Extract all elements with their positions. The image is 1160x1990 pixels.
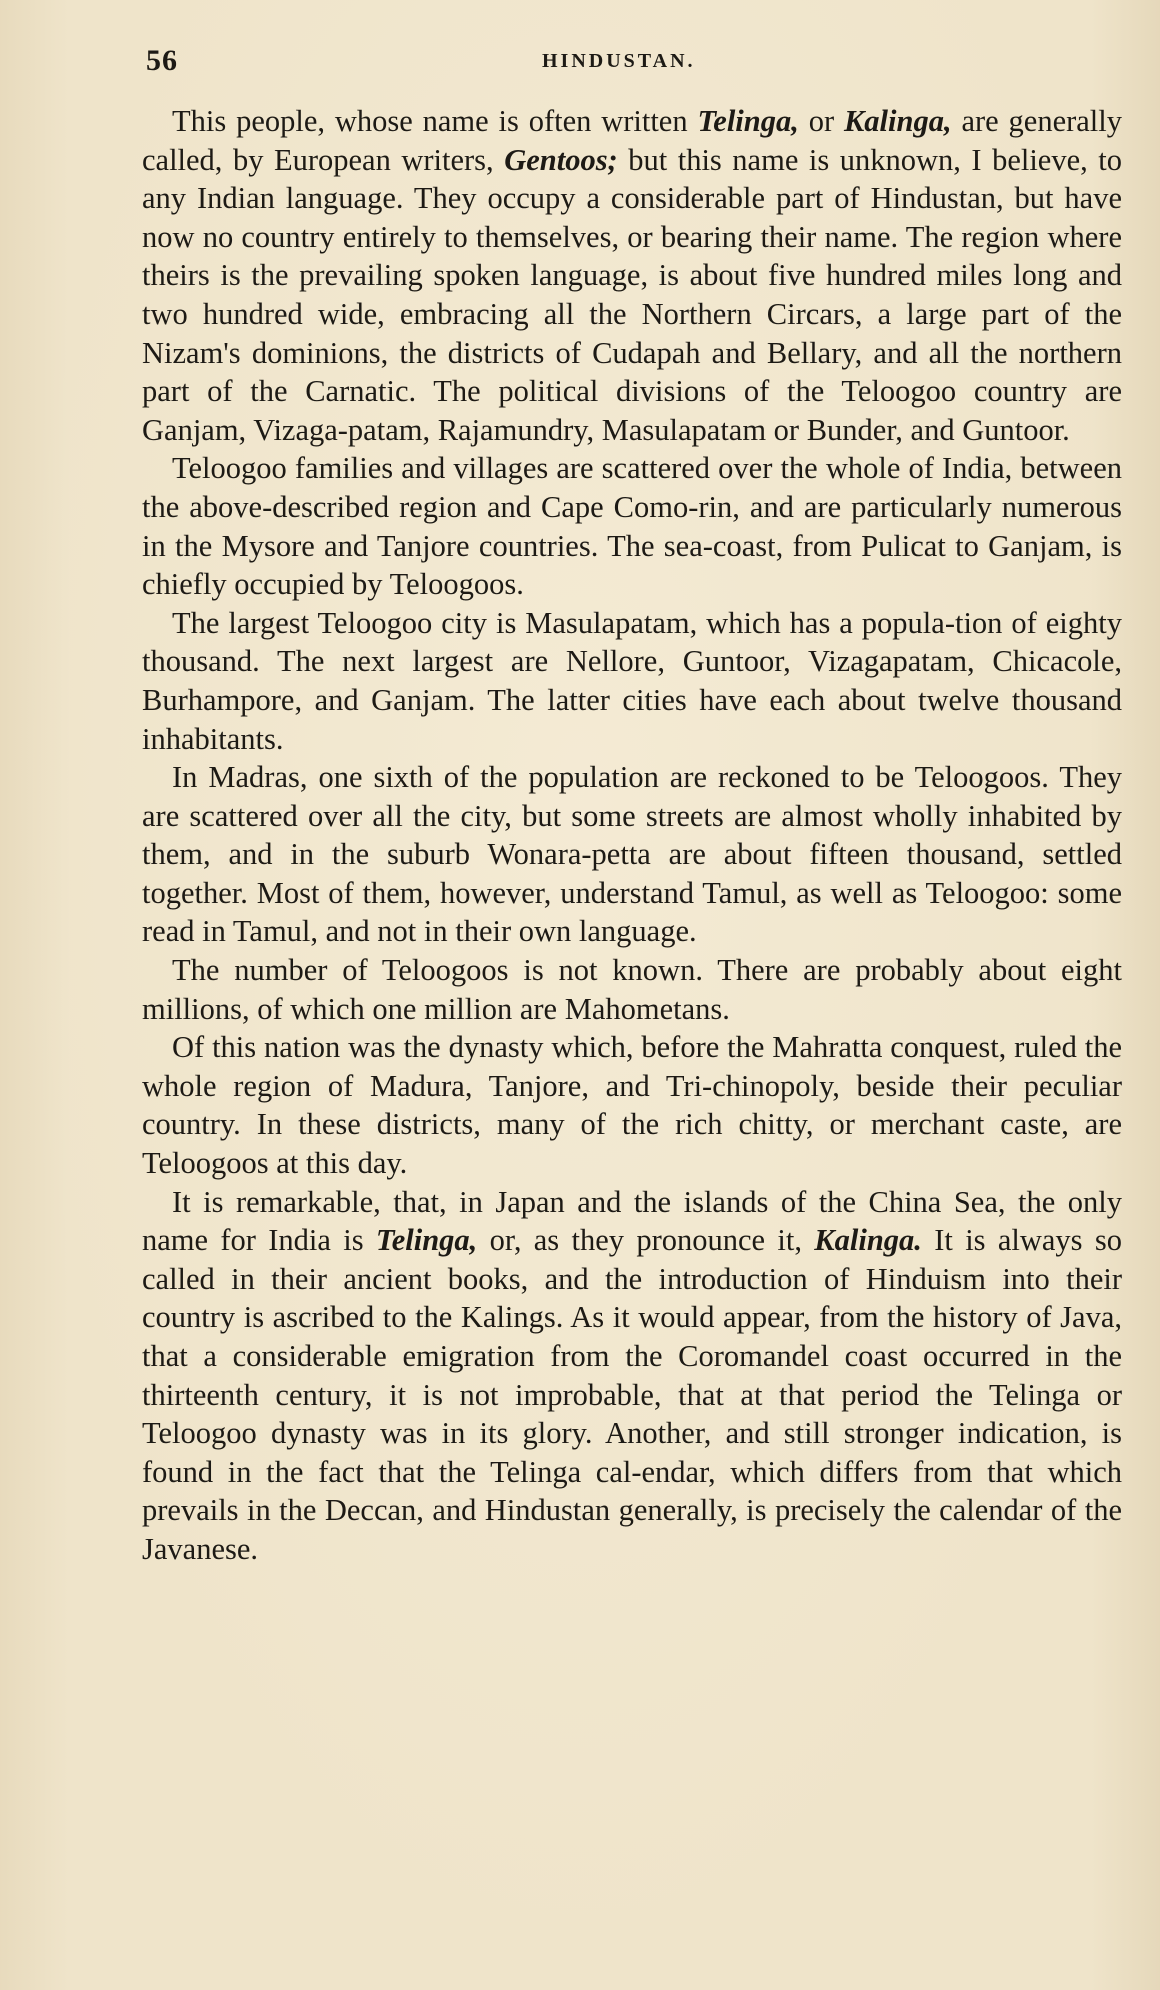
text-run: It is always so called in their ancient books, and the introduction of Hinduism into their country is ascribed to the Kalings. As it would appear, from the history of Java, that a considerable emigration from the Coromandel coast occurred in the thirteenth century, it is not improbable, that at that period the Telinga or Teloogoo dynasty was in its glory. Another, and still stronger indication, is found in the fact that the Telinga cal-endar, which differs from that which prevails in the Deccan, and Hindustan generally, is precisely the calendar of the Javanese. [142,1223,1122,1566]
body-text [142,102,1122,1569]
text-run: Of this nation was the dynasty which, before the Mahratta conquest, ruled the whole region of Madura, Tanjore, and Tri-chinopoly, beside their peculiar country. In these districts, many of the rich chitty, or merchant caste, are Teloogoos at this day. [142,1030,1122,1181]
italic-term: Kalinga. [814,1223,922,1258]
text-run: Teloogoo families and villages are scattered over the whole of India, between the above-described region and Cape Como-rin, and are particularly numerous in the Mysore and Tanjore countries. The sea-coast, from Pulicat to Ganjam, is chiefly occupied by Teloogoos. [142,451,1122,602]
text-run: but this name is unknown, I believe, to any Indian language. They occupy a considerable part of Hindustan, but have now no country entirely to themselves, or bearing their name. The region where theirs is the prevailing spoken language, is about five hundred miles long and two hundred wide, embracing all the Northern Circars, a large part of the Nizam's dominions, the districts of Cudapah and Bellary, and all the northern part of the Carnatic. The political divisions of the Teloogoo country are Ganjam, Vizaga-patam, Rajamundry, Masulapatam or Bunder, and Guntoor. [142,142,1122,447]
text-run: or, as they pronounce it, [477,1223,815,1258]
text-run: The number of Teloogoos is not known. There are probably about eight millions, of which one million are Mahometans. [142,953,1122,1026]
paragraph [142,102,1122,449]
paragraph [142,604,1122,758]
text-run: It is remarkable, that, in Japan and the islands of the China Sea, the only name for India is [142,1184,1122,1258]
page-number: 56 [146,44,178,77]
paragraph [142,758,1122,951]
paragraph [142,1183,1122,1569]
italic-term: Telinga, [375,1223,478,1258]
text-run: The largest Teloogoo city is Masulapatam, which has a popula-tion of eighty thousand. The next largest are Nellore, Guntoor, Vizagapatam, Chicacole, Burhampore, and Ganjam. The latter cities have each about twelve thousand inhabitants. [142,605,1122,756]
paragraph [142,449,1122,603]
page-header [146,44,1116,84]
text-run: are generally called, by European writers, [142,104,1122,177]
italic-term: Telinga, [697,104,799,138]
paragraph [142,1028,1122,1182]
italic-term: Kalinga, [843,104,952,138]
text-run: or [798,104,844,138]
italic-term: Gentoos; [504,142,618,177]
running-title: HINDUSTAN. [542,50,696,72]
text-run: This people, whose name is often written [172,104,698,138]
text-run: In Madras, one sixth of the population are reckoned to be Teloogoos. They are scattered over all the city, but some streets are almost wholly inhabited by them, and in the suburb Wonara-petta are about fifteen thousand, settled together. Most of them, however, understand Tamul, as well as Teloogoo: some read in Tamul, and not in their own language. [142,760,1122,949]
paragraph [142,951,1122,1028]
